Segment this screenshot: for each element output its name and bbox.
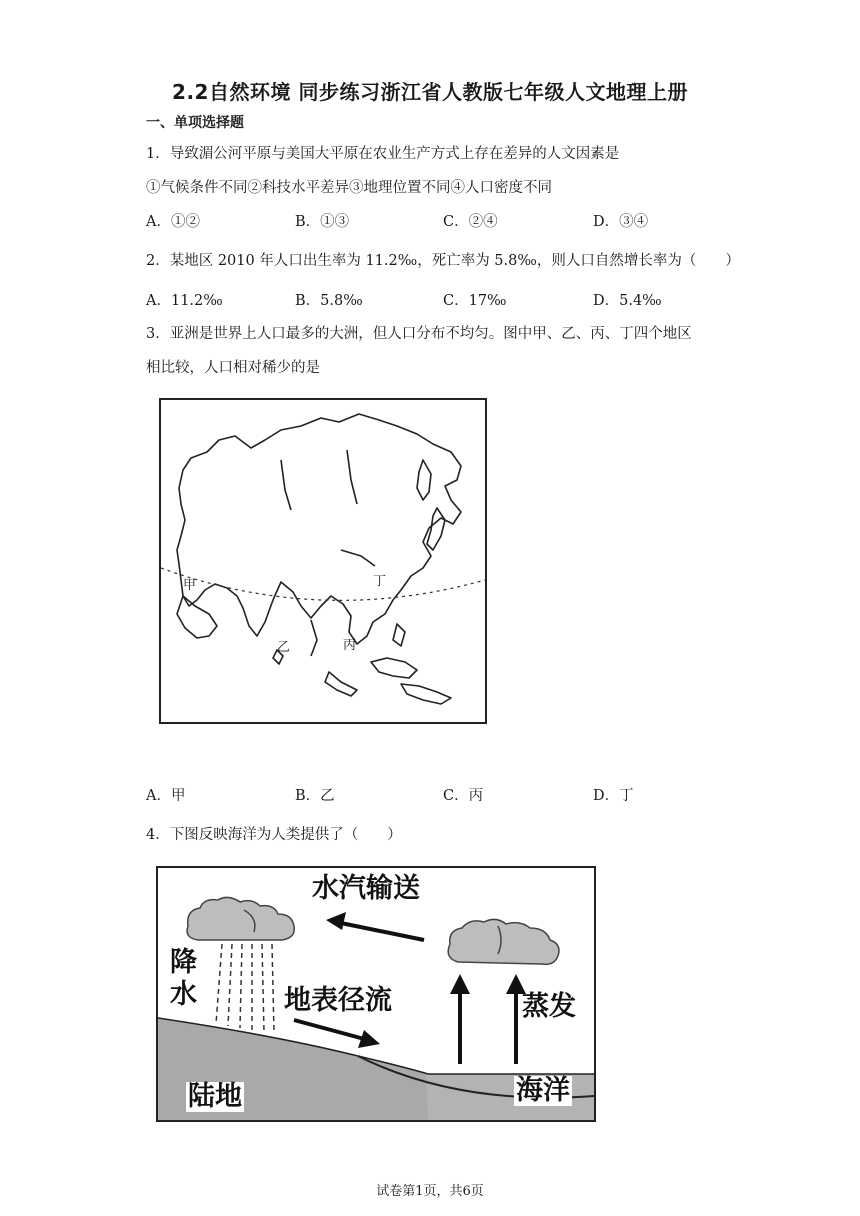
asia-map-outline <box>161 400 485 722</box>
label-evaporation: 蒸发 <box>522 991 576 1022</box>
q3-option-b[interactable]: B．乙 <box>295 788 335 804</box>
q1-option-d[interactable]: D．③④ <box>593 214 649 230</box>
asia-map-figure <box>159 398 487 724</box>
q1-option-b[interactable]: B．①③ <box>295 214 350 230</box>
label-ocean: 海洋 <box>516 1075 570 1106</box>
map-label-ding: 丁 <box>373 574 387 589</box>
page-title: 2.2自然环境 同步练习浙江省人教版七年级人文地理上册 <box>172 80 688 104</box>
question-1-choices-list: ①气候条件不同②科技水平差异③地理位置不同④人口密度不同 <box>146 180 552 196</box>
question-3-stem: 3．亚洲是世界上人口最多的大洲，但人口分布不均匀。图中甲、乙、丙、丁四个地区 <box>146 326 692 342</box>
q3-option-c[interactable]: C．丙 <box>443 788 484 804</box>
q1-option-a[interactable]: A．①② <box>146 214 200 230</box>
q1-option-c[interactable]: C．②④ <box>443 214 498 230</box>
page-footer: 试卷第1页，共6页 <box>376 1184 484 1199</box>
map-label-jia: 甲 <box>183 578 197 593</box>
q3-option-d[interactable]: D．丁 <box>593 788 634 804</box>
label-precip-1: 降 <box>170 947 197 978</box>
evaporation-cloud-icon <box>448 919 559 964</box>
section-heading: 一、单项选择题 <box>146 115 244 131</box>
question-1-stem: 1．导致湄公河平原与美国大平原在农业生产方式上存在差异的人文因素是 <box>146 146 620 162</box>
question-2-stem: 2．某地区 2010 年人口出生率为 11.2‰，死亡率为 5.8‰，则人口自然增长率为（ ） <box>146 253 740 269</box>
label-precip-2: 水 <box>170 979 197 1010</box>
water-cycle-figure <box>156 866 596 1122</box>
vapor-arrow-icon <box>326 912 424 940</box>
label-land: 陆地 <box>188 1081 242 1112</box>
q2-option-d[interactable]: D．5.4‰ <box>593 293 662 309</box>
map-label-yi: 乙 <box>277 640 291 655</box>
rain-cloud-icon <box>187 897 294 940</box>
label-vapor-transport: 水汽输送 <box>312 873 420 904</box>
evaporation-arrows-icon <box>450 974 526 1064</box>
rain-streaks <box>216 944 274 1032</box>
question-3-stem-cont: 相比较，人口相对稀少的是 <box>146 360 320 376</box>
q2-option-b[interactable]: B．5.8‰ <box>295 293 363 309</box>
q3-option-a[interactable]: A．甲 <box>146 788 186 804</box>
map-label-bing: 丙 <box>343 638 357 653</box>
question-4-stem: 4．下图反映海洋为人类提供了（ ） <box>146 827 402 843</box>
q2-option-c[interactable]: C．17‰ <box>443 293 507 309</box>
label-surface-runoff: 地表径流 <box>284 985 392 1016</box>
q2-option-a[interactable]: A．11.2‰ <box>146 293 223 309</box>
